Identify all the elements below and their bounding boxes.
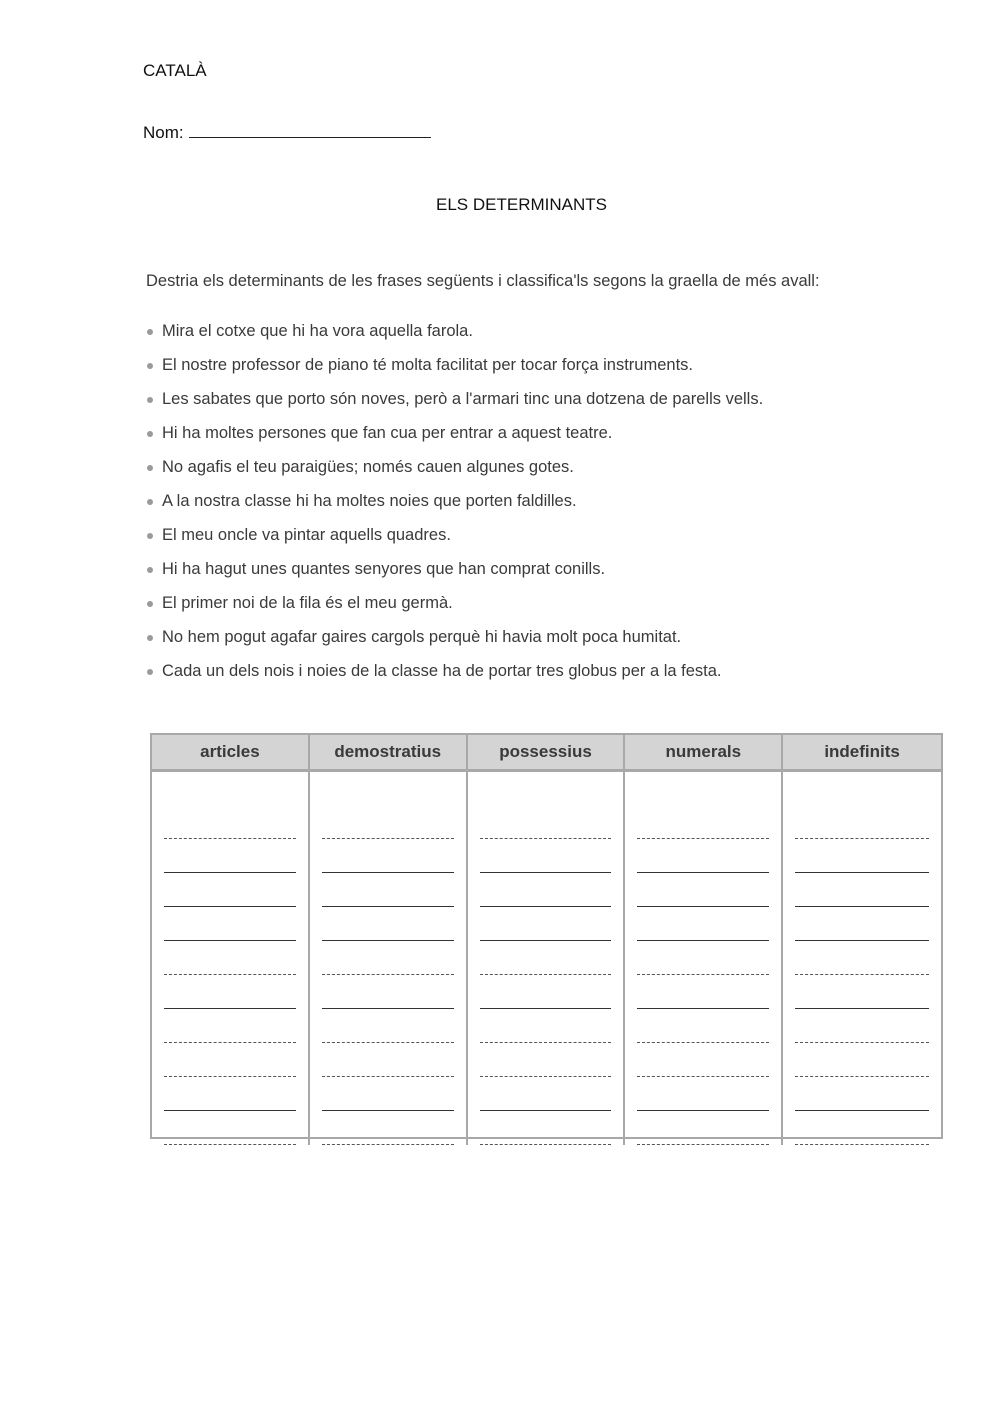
answer-blank-line[interactable] [164, 873, 296, 907]
bullet-icon [147, 601, 153, 607]
answer-blank-line[interactable] [795, 873, 929, 907]
answer-blank-line[interactable] [480, 1111, 612, 1145]
sentence-text: Mira el cotxe que hi ha vora aquella farola. [162, 322, 473, 340]
sentence-text: El meu oncle va pintar aquells quadres. [162, 526, 451, 544]
sentence-text: Hi ha moltes persones que fan cua per entrar a aquest teatre. [162, 424, 613, 442]
answer-blank-line[interactable] [637, 805, 769, 839]
answer-blank-line[interactable] [795, 975, 929, 1009]
column-numerals [625, 735, 783, 1145]
bullet-icon [147, 567, 153, 573]
answer-blank-line[interactable] [480, 805, 612, 839]
name-blank-line[interactable] [189, 121, 431, 138]
answer-blank-line[interactable] [164, 907, 296, 941]
column-header: demostratius [310, 735, 466, 772]
answer-blank-line[interactable] [322, 941, 454, 975]
answer-blank-line[interactable] [480, 975, 612, 1009]
sentence-text: Les sabates que porto són noves, però a l'armari tinc una dotzena de parells vells. [162, 390, 764, 408]
answer-blank-line[interactable] [637, 941, 769, 975]
column-indefinits [783, 735, 941, 1145]
sentence-item [146, 492, 763, 526]
answer-blank-line[interactable] [637, 1111, 769, 1145]
name-row [143, 121, 431, 143]
sentence-text: Hi ha hagut unes quantes senyores que han comprat conills. [162, 560, 606, 578]
answer-blank-line[interactable] [795, 1077, 929, 1111]
answer-blank-line[interactable] [795, 941, 929, 975]
answer-blank-line[interactable] [322, 805, 454, 839]
answer-blank-line[interactable] [795, 805, 929, 839]
sentence-item [146, 458, 763, 492]
instruction-text: Destria els determinants de les frases següents i classifica'ls segons la graella de més avall: [146, 272, 820, 290]
column-header: indefinits [783, 735, 941, 772]
bullet-icon [147, 669, 153, 675]
answer-blank-line[interactable] [637, 1043, 769, 1077]
sentence-item [146, 424, 763, 458]
answer-blank-line[interactable] [164, 1043, 296, 1077]
answer-blank-line[interactable] [164, 805, 296, 839]
answer-blank-line[interactable] [322, 1009, 454, 1043]
bullet-icon [147, 499, 153, 505]
sentence-list [146, 322, 763, 696]
answer-blank-line[interactable] [795, 1043, 929, 1077]
page-title: ELS DETERMINANTS [436, 195, 607, 214]
answer-blank-line[interactable] [322, 1111, 454, 1145]
sentence-item [146, 526, 763, 560]
answer-blank-line[interactable] [480, 1009, 612, 1043]
column-header: articles [152, 735, 308, 772]
sentence-item [146, 322, 763, 356]
answer-blank-line[interactable] [322, 1077, 454, 1111]
column-articles [152, 735, 310, 1145]
answer-blank-line[interactable] [480, 941, 612, 975]
answer-blank-line[interactable] [480, 1043, 612, 1077]
answer-blank-line[interactable] [795, 839, 929, 873]
bullet-icon [147, 431, 153, 437]
answer-blank-line[interactable] [480, 907, 612, 941]
answer-blank-line[interactable] [164, 941, 296, 975]
answer-lines [310, 772, 466, 1145]
column-demostratius [310, 735, 468, 1145]
answer-lines [625, 772, 781, 1145]
sentence-item [146, 662, 763, 696]
answer-lines [152, 772, 308, 1145]
classification-grid [150, 733, 943, 1139]
sentence-text: A la nostra classe hi ha moltes noies que porten faldilles. [162, 492, 577, 510]
answer-blank-line[interactable] [164, 839, 296, 873]
answer-blank-line[interactable] [795, 1111, 929, 1145]
bullet-icon [147, 329, 153, 335]
answer-blank-line[interactable] [480, 1077, 612, 1111]
answer-blank-line[interactable] [637, 873, 769, 907]
bullet-icon [147, 397, 153, 403]
name-label: Nom: [143, 123, 184, 142]
sentence-text: Cada un dels nois i noies de la classe ha de portar tres globus per a la festa. [162, 662, 722, 680]
answer-blank-line[interactable] [637, 839, 769, 873]
sentence-item [146, 628, 763, 662]
answer-blank-line[interactable] [795, 907, 929, 941]
sentence-text: No agafis el teu paraigües; només cauen algunes gotes. [162, 458, 574, 476]
bullet-icon [147, 533, 153, 539]
sentence-item [146, 594, 763, 628]
answer-lines [468, 772, 624, 1145]
answer-blank-line[interactable] [322, 907, 454, 941]
answer-blank-line[interactable] [322, 1043, 454, 1077]
sentence-item [146, 390, 763, 424]
answer-blank-line[interactable] [164, 1111, 296, 1145]
answer-blank-line[interactable] [480, 839, 612, 873]
answer-blank-line[interactable] [322, 975, 454, 1009]
column-header: possessius [468, 735, 624, 772]
answer-blank-line[interactable] [637, 1009, 769, 1043]
answer-blank-line[interactable] [164, 975, 296, 1009]
sentence-text: El primer noi de la fila és el meu germà. [162, 594, 453, 612]
answer-blank-line[interactable] [637, 975, 769, 1009]
answer-blank-line[interactable] [322, 873, 454, 907]
sentence-item [146, 560, 763, 594]
answer-blank-line[interactable] [322, 839, 454, 873]
bullet-icon [147, 635, 153, 641]
bullet-icon [147, 363, 153, 369]
answer-blank-line[interactable] [480, 873, 612, 907]
bullet-icon [147, 465, 153, 471]
answer-lines [783, 772, 941, 1145]
subject-heading: CATALÀ [143, 61, 207, 80]
sentence-text: No hem pogut agafar gaires cargols perquè hi havia molt poca humitat. [162, 628, 682, 646]
sentence-item [146, 356, 763, 390]
column-header: numerals [625, 735, 781, 772]
answer-blank-line[interactable] [164, 1009, 296, 1043]
answer-blank-line[interactable] [795, 1009, 929, 1043]
answer-blank-line[interactable] [164, 1077, 296, 1111]
sentence-text: El nostre professor de piano té molta facilitat per tocar força instruments. [162, 356, 693, 374]
answer-blank-line[interactable] [637, 907, 769, 941]
answer-blank-line[interactable] [637, 1077, 769, 1111]
column-possessius [468, 735, 626, 1145]
